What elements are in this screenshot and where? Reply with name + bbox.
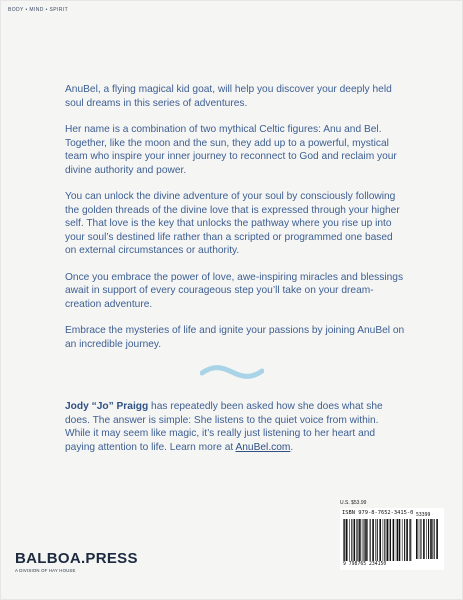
addon-bars-icon — [416, 519, 440, 559]
barcode-bar — [365, 519, 367, 561]
barcode-bar — [430, 519, 432, 559]
blurb-paragraph: Embrace the mysteries of life and ignite your passions by joining AnuBel on an incredible journey. — [65, 325, 405, 350]
barcode-bar — [359, 519, 361, 561]
barcode-bar — [343, 519, 344, 561]
barcode-bar — [370, 519, 371, 561]
barcode-bar — [419, 519, 420, 559]
price-label: U.S. $53.99 — [340, 500, 367, 506]
barcode-bar — [387, 519, 389, 561]
wave-ornament-icon — [200, 364, 264, 380]
barcode-bar — [372, 519, 374, 561]
barcode — [340, 508, 444, 570]
bio-text: has repeatedly been asked how she does what she does. The answer is simple: She listens to the quiet voice from within. While it may seem like magic, it’s really just listening to her heart and paying attention to life. Learn more at — [65, 401, 383, 453]
publisher-subtitle: A DIVISION OF HAY HOUSE — [15, 568, 76, 573]
barcode-bar — [349, 519, 350, 561]
barcode-bar — [367, 519, 368, 561]
barcode-bar — [402, 519, 403, 561]
isbn-label: ISBN 979-8-7652-3415-0 — [342, 510, 414, 516]
barcode-bar — [406, 519, 408, 561]
barcode-bar — [436, 519, 438, 559]
barcode-bar — [354, 519, 356, 561]
blurb-paragraph: Once you embrace the power of love, awe-inspiring miracles and blessings await in support of every courageous step you’ll take on your dream-creation adventure. — [65, 271, 404, 310]
barcode-bar — [404, 519, 405, 561]
barcode-bar — [416, 519, 418, 559]
barcode-bar — [399, 519, 401, 561]
blurb-paragraph: You can unlock the divine adventure of your soul by consciously following the golden threads of the divine love that is expressed through your higher self. That love is the key that unlocks the pathway where you rise up into your soul’s destined life rather than a scripted or programmed one based on external circumstances or authority. — [65, 191, 400, 256]
barcode-bar — [346, 519, 348, 561]
barcode-bar — [409, 519, 410, 561]
barcode-bar — [344, 519, 345, 561]
barcode-bar — [434, 519, 435, 559]
blurb-paragraph: Her name is a combination of two mythical Celtic figures: Anu and Bel. Together, like the moon and the sun, they add up to a powerful, mystical team who inspire your inner journey to reconnect to God and reclaim your divine authority and power. — [65, 124, 397, 176]
barcode-bar — [364, 519, 365, 561]
barcode-bar — [390, 519, 391, 561]
barcode-bar — [379, 519, 381, 561]
publisher-name: BALBOA.PRESS — [15, 550, 138, 567]
barcode-bar — [397, 519, 398, 561]
barcode-bar — [393, 519, 395, 561]
barcode-bar — [426, 519, 427, 559]
barcode-bar — [410, 519, 411, 561]
barcode-bar — [357, 519, 358, 561]
barcode-bar — [375, 519, 376, 561]
addon-digits: 53399 — [416, 513, 431, 518]
barcode-bar — [420, 519, 421, 559]
category-label: BODY • MIND • SPIRIT — [8, 7, 69, 13]
barcode-bar — [384, 519, 385, 561]
blurb — [65, 83, 405, 364]
barcode-bar — [383, 519, 384, 561]
barcode-bar — [423, 519, 425, 559]
blurb-paragraph: AnuBel, a flying magical kid goat, will help you discover your deeply held soul dreams in this series of adventures. — [65, 84, 392, 109]
barcode-bar — [432, 519, 433, 559]
barcode-bar — [428, 519, 429, 559]
barcode-bar — [362, 519, 363, 561]
barcode-digits: 9 798765 234150 — [343, 562, 387, 567]
barcode-bar — [377, 519, 378, 561]
barcode-bar — [351, 519, 352, 561]
barcode-bar — [396, 519, 397, 561]
website-link[interactable]: AnuBel.com — [235, 441, 291, 453]
author-name: Jody “Jo” Praigg — [65, 401, 149, 412]
author-bio — [65, 400, 405, 454]
barcode-bar — [389, 519, 390, 561]
barcode-bar — [356, 519, 357, 561]
barcode-bars-icon — [343, 519, 413, 561]
publisher-logo — [15, 551, 138, 573]
bio-end: . — [290, 441, 294, 453]
